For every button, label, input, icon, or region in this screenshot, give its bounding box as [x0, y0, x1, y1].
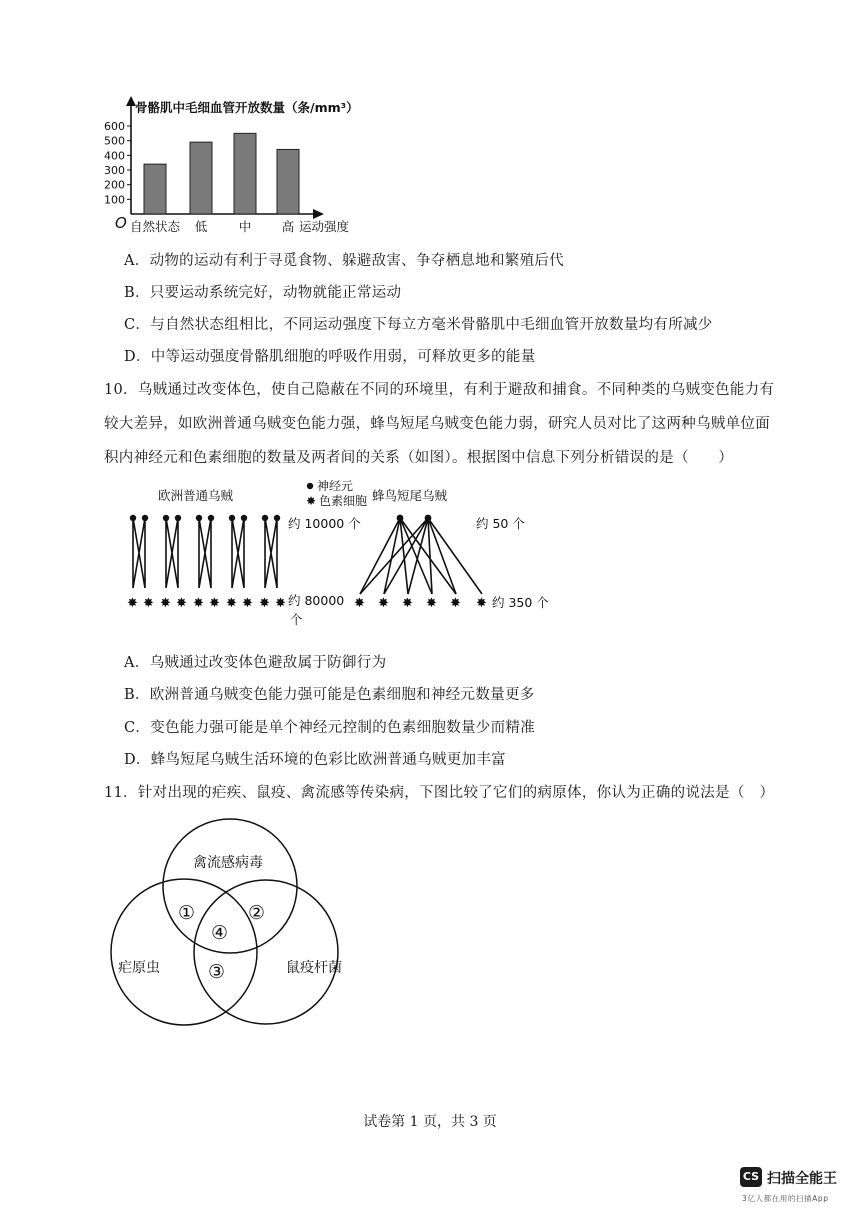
svg-text:✸: ✸	[242, 596, 253, 611]
left-network	[133, 518, 277, 588]
bar-1	[190, 142, 212, 214]
chart-x-title: 运动强度	[299, 219, 350, 234]
y-tick-label: 200	[104, 178, 125, 192]
right-pigment-cells	[354, 596, 487, 611]
left-pigment-unit: 个	[290, 612, 303, 627]
svg-text:✸: ✸	[259, 596, 270, 611]
legend-neuron: 神经元	[317, 479, 354, 493]
label-avian-flu: 禽流感病毒	[193, 855, 263, 871]
scanner-watermark	[740, 1167, 856, 1207]
svg-text:✸: ✸	[354, 596, 365, 611]
q10-option-a: A．乌贼通过改变体色避敌属于防御行为	[124, 655, 387, 671]
bar-2	[234, 133, 256, 214]
bars	[144, 133, 299, 214]
y-tick-label: 400	[104, 149, 125, 163]
chart-y-title: 骨骼肌中毛细血管开放数量（条/mm³）	[135, 100, 359, 115]
left-neuron-count: 约 10000 个	[288, 516, 361, 531]
svg-text:✸: ✸	[450, 596, 461, 611]
left-title: 欧洲普通乌贼	[158, 488, 234, 503]
right-title: 蜂鸟短尾乌贼	[372, 488, 448, 503]
svg-text:✸: ✸	[176, 596, 187, 611]
scanner-tagline: 3亿人都在用的扫描App	[742, 1194, 829, 1203]
svg-text:✸: ✸	[275, 596, 286, 611]
right-pigment-count: 约 350 个	[492, 595, 549, 610]
right-neuron-count: 约 50 个	[476, 516, 525, 531]
legend-pigment: 色素细胞	[319, 494, 368, 508]
q11-stem: 11．针对出现的疟疾、鼠疫、禽流感等传染病，下图比较了它们的病原体，你认为正确的说法是（ ）	[104, 785, 775, 801]
svg-text:✸: ✸	[193, 596, 204, 611]
svg-text:✸: ✸	[226, 596, 237, 611]
x-tick-labels	[130, 219, 294, 234]
left-pigment-cells	[127, 596, 286, 611]
y-ticks	[104, 120, 131, 206]
svg-text:✸: ✸	[402, 596, 413, 611]
q10-option-c: C．变色能力强可能是单个神经元控制的色素细胞数量少而精准	[124, 720, 535, 736]
scanner-brand: 扫描全能王	[767, 1171, 837, 1187]
capillary-bar-chart	[95, 88, 375, 238]
scanner-logo-badge: CS	[740, 1167, 762, 1187]
x-tick-label: 高	[281, 219, 295, 234]
legend-pigment-icon: ✸	[306, 494, 317, 508]
avian-flu-circle	[163, 819, 297, 953]
page-footer: 试卷第 1 页，共 3 页	[363, 1114, 497, 1130]
x-tick-label: 中	[238, 219, 252, 234]
region-3: ③	[208, 961, 226, 983]
label-malaria: 疟原虫	[118, 960, 160, 976]
region-4: ④	[211, 922, 229, 944]
malaria-circle	[111, 879, 257, 1025]
pathogen-venn-diagram	[100, 812, 360, 1027]
bar-3	[277, 149, 299, 214]
q9-option-d: D．中等运动强度骨骼肌细胞的呼吸作用弱，可释放更多的能量	[124, 349, 536, 365]
legend-neuron-dot	[307, 483, 313, 489]
q10-option-d: D．蜂鸟短尾乌贼生活环境的色彩比欧洲普通乌贼更加丰富	[124, 752, 506, 768]
svg-text:✸: ✸	[160, 596, 171, 611]
bar-0	[144, 164, 166, 214]
x-tick-label: 自然状态	[129, 219, 181, 234]
q10-stem-line-3: 积内神经元和色素细胞的数量及两者间的关系（如图）。根据图中信息下列分析错误的是（ ）	[104, 450, 734, 466]
svg-text:✸: ✸	[209, 596, 220, 611]
origin-label: O	[115, 214, 127, 232]
right-network	[360, 518, 482, 594]
q9-option-b: B．只要运动系统完好，动物就能正常运动	[124, 285, 402, 301]
left-pigment-count: 约 80000	[288, 593, 345, 608]
region-2: ②	[248, 902, 266, 924]
y-tick-label: 500	[104, 134, 125, 148]
squid-neuron-figure	[110, 478, 560, 630]
right-neurons	[397, 515, 432, 522]
label-plague: 鼠疫杆菌	[286, 960, 342, 976]
svg-text:✸: ✸	[378, 596, 389, 611]
svg-text:✸: ✸	[127, 596, 138, 611]
y-tick-label: 600	[104, 120, 125, 133]
y-tick-label: 100	[104, 193, 125, 207]
q10-option-b: B．欧洲普通乌贼变色能力强可能是色素细胞和神经元数量更多	[124, 687, 535, 703]
svg-text:✸: ✸	[426, 596, 437, 611]
q9-option-c: C．与自然状态组相比，不同运动强度下每立方毫米骨骼肌中毛细血管开放数量均有所减少	[124, 317, 713, 333]
left-neurons	[130, 515, 280, 521]
region-1: ①	[178, 902, 196, 924]
x-axis-arrow	[313, 209, 324, 219]
x-tick-label: 低	[194, 219, 208, 234]
q10-stem-line-1: 10．乌贼通过改变体色，使自己隐蔽在不同的环境里，有利于避敌和捕食。不同种类的乌贼变色能力有	[104, 382, 775, 398]
q9-option-a: A．动物的运动有利于寻觅食物、躲避敌害、争夺栖息地和繁殖后代	[124, 253, 564, 269]
svg-text:✸: ✸	[143, 596, 154, 611]
y-tick-label: 300	[104, 164, 125, 177]
svg-text:✸: ✸	[476, 596, 487, 611]
q10-stem-line-2: 较大差异，如欧洲普通乌贼变色能力强，蜂鸟短尾乌贼变色能力弱，研究人员对比了这两种乌贼单位面	[104, 416, 770, 432]
